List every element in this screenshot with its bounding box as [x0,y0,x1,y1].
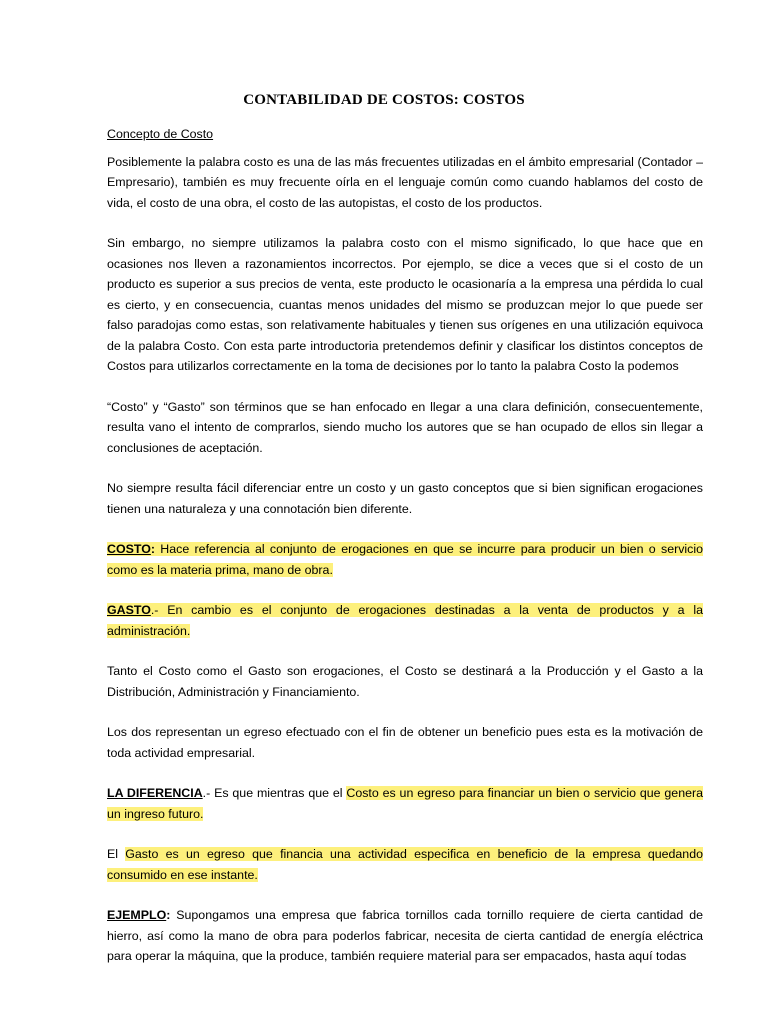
gasto-text: .- En cambio es el conjunto de erogaciones destinadas a la venta de productos y a la administración. [107,603,703,638]
paragraph-2: Sin embargo, no siempre utilizamos la palabra costo con el mismo significado, lo que hace que en ocasiones nos lleven a razonamientos incorrectos. Por ejemplo, se dice a veces que si el costo de un producto es superior a sus precios de venta, este producto le ocasionaría a la empresa una pérdida lo cual es cierto, y en consecuencia, cuantas menos unidades del mismo se produzcan mejor lo que puede ser falso paradojas como estas, son relativamente habituales y tienen sus orígenes en una utilización equivoca de la palabra Costo. Con esta parte introductoria pretendemos definir y clasificar los distintos conceptos de Costos para utilizarlos correctamente en la toma de decisiones por lo tanto la palabra Costo la podemos [107,236,703,373]
diferencia-pre: .- Es que mientras que el [202,786,347,800]
costo-definition [107,539,703,580]
gasto-label: GASTO [107,603,151,617]
costo-colon: : [150,542,155,556]
diferencia-paragraph [107,783,703,824]
ejemplo-colon: : [166,908,171,922]
gasto-paragraph [107,844,703,885]
paragraph-6: Los dos representan un egreso efectuado con el fin de obtener un beneficio pues esta es la motivación de toda actividad empresarial. [107,725,703,760]
paragraph-3: “Costo” y “Gasto” son términos que se han enfocado en llegar a una clara definición, consecuentemente, resulta vano el intento de comprarlos, siendo mucho los autores que se han ocupado de ellos sin llegar a conclusiones de aceptación. [107,399,703,455]
document-body [107,124,703,987]
el-prefix: El [107,847,126,861]
gasto-definition [107,600,703,641]
paragraph-5: Tanto el Costo como el Gasto son erogaciones, el Costo se destinará a la Producción y el Gasto a la Distribución, Administración y Financiamiento. [107,664,703,699]
ejemplo-paragraph [107,905,703,967]
gasto-highlight: Gasto es un egreso que financia una actividad especifica en beneficio de la empresa quedando consumido en ese instante. [107,847,703,882]
diferencia-highlight: Costo es un egreso para financiar un bien o servicio que genera un ingreso futuro. [107,786,703,821]
ejemplo-text: Supongamos una empresa que fabrica tornillos cada tornillo requiere de cierta cantidad de hierro, así como la mano de obra para poderlos fabricar, necesita de cierta cantidad de energía eléctrica para operar la máquina, que la produce, también requiere material para ser empacados, hasta aquí todas [107,908,703,963]
ejemplo-label: EJEMPLO [107,908,167,922]
paragraph-1: Posiblemente la palabra costo es una de las más frecuentes utilizadas en el ámbito empresarial (Contador – Empresario), también es muy frecuente oírla en el lenguaje común como cuando hablamos del costo de vida, el costo de una obra, el costo de las autopistas, el costo de los productos. [107,154,703,210]
costo-label: COSTO [107,542,151,556]
costo-text: Hace referencia al conjunto de erogaciones en que se incurre para producir un bien o servicio como es la materia prima, mano de obra. [107,542,703,577]
section-heading: Concepto de Costo [107,127,214,141]
diferencia-label: LA DIFERENCIA [107,786,203,800]
document-title: CONTABILIDAD DE COSTOS: COSTOS [243,92,525,108]
paragraph-4: No siempre resulta fácil diferenciar entre un costo y un gasto conceptos que si bien significan erogaciones tienen una naturaleza y una connotación bien diferente. [107,481,703,516]
